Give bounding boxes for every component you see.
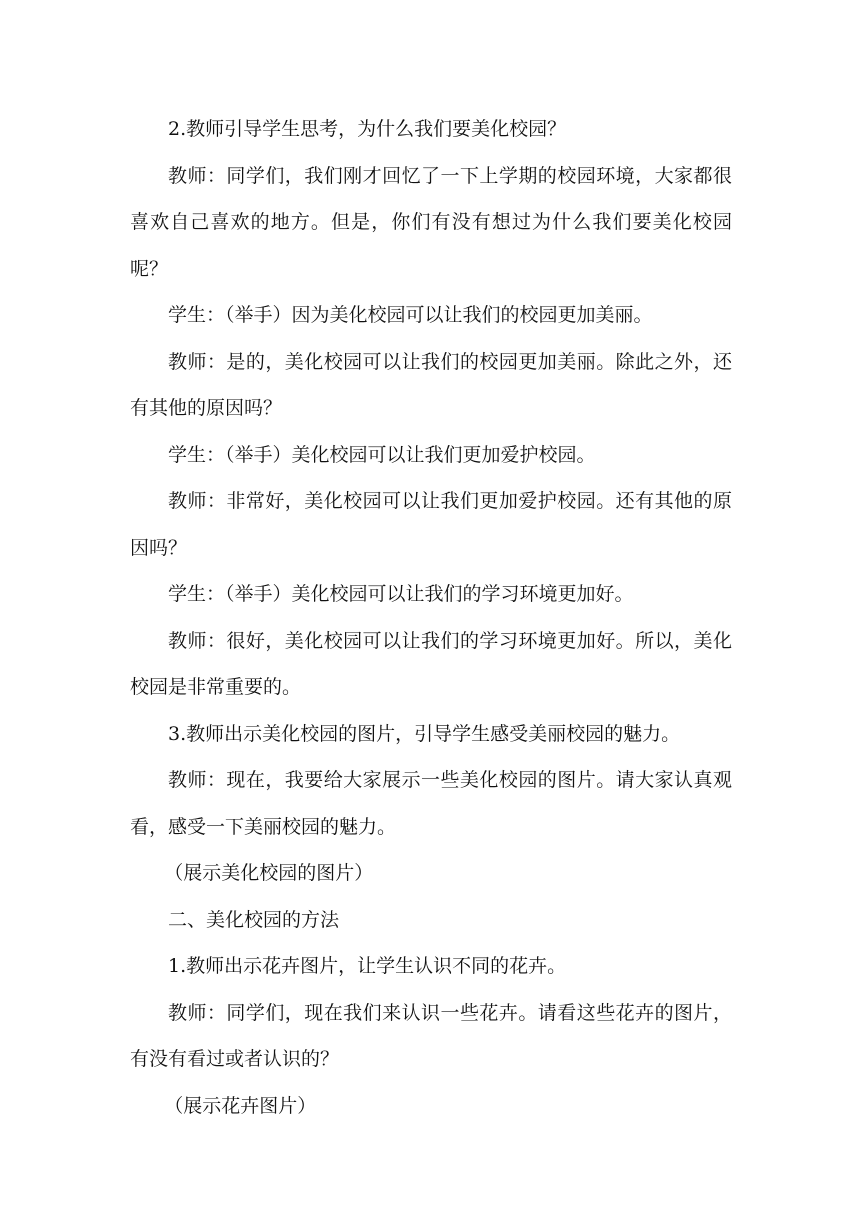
paragraph-stage-direction-flowers: （展示花卉图片） <box>164 1094 317 1117</box>
paragraph-teacher-reply-3: 教师：很好，美化校园可以让我们的学习环境更加好。所以，美化校园是非常重要的。 <box>130 629 732 698</box>
paragraph-student-answer-1: 学生：（举手）因为美化校园可以让我们的校园更加美丽。 <box>168 304 653 326</box>
paragraph-teacher-flowers: 教师：同学们，现在我们来认识一些花卉。请看这些花卉的图片，有没有看过或者认识的？ <box>130 1001 732 1070</box>
section-heading-methods: 二、美化校园的方法 <box>168 908 340 931</box>
paragraph-stage-direction-campus: （展示美化校园的图片） <box>164 862 374 884</box>
paragraph-step-3-heading: 3.教师出示美化校园的图片，引导学生感受美丽校园的魅力。 <box>168 722 681 745</box>
paragraph-student-answer-2: 学生：（举手）美化校园可以让我们更加爱护校园。 <box>168 443 596 466</box>
paragraph-step-2-heading: 2.教师引导学生思考，为什么我们要美化校园？ <box>168 118 567 140</box>
paragraph-teacher-question: 教师：同学们，我们刚才回忆了一下上学期的校园环境，大家都很喜欢自己喜欢的地方。但是，你们有没有想过为什么我们要美化校园呢？ <box>130 164 732 280</box>
paragraph-teacher-reply-2: 教师：非常好，美化校园可以让我们更加爱护校园。还有其他的原因吗？ <box>130 490 732 559</box>
paragraph-teacher-reply-1: 教师：是的，美化校园可以让我们的校园更加美丽。除此之外，还有其他的原因吗？ <box>130 350 732 419</box>
paragraph-student-answer-3: 学生：（举手）美化校园可以让我们的学习环境更加好。 <box>168 583 634 605</box>
document-body <box>130 106 732 1129</box>
paragraph-step-1-heading: 1.教师出示花卉图片，让学生认识不同的花卉。 <box>168 955 567 977</box>
paragraph-teacher-show-pictures: 教师：现在，我要给大家展示一些美化校园的图片。请大家认真观看，感受一下美丽校园的魅力。 <box>130 769 732 838</box>
